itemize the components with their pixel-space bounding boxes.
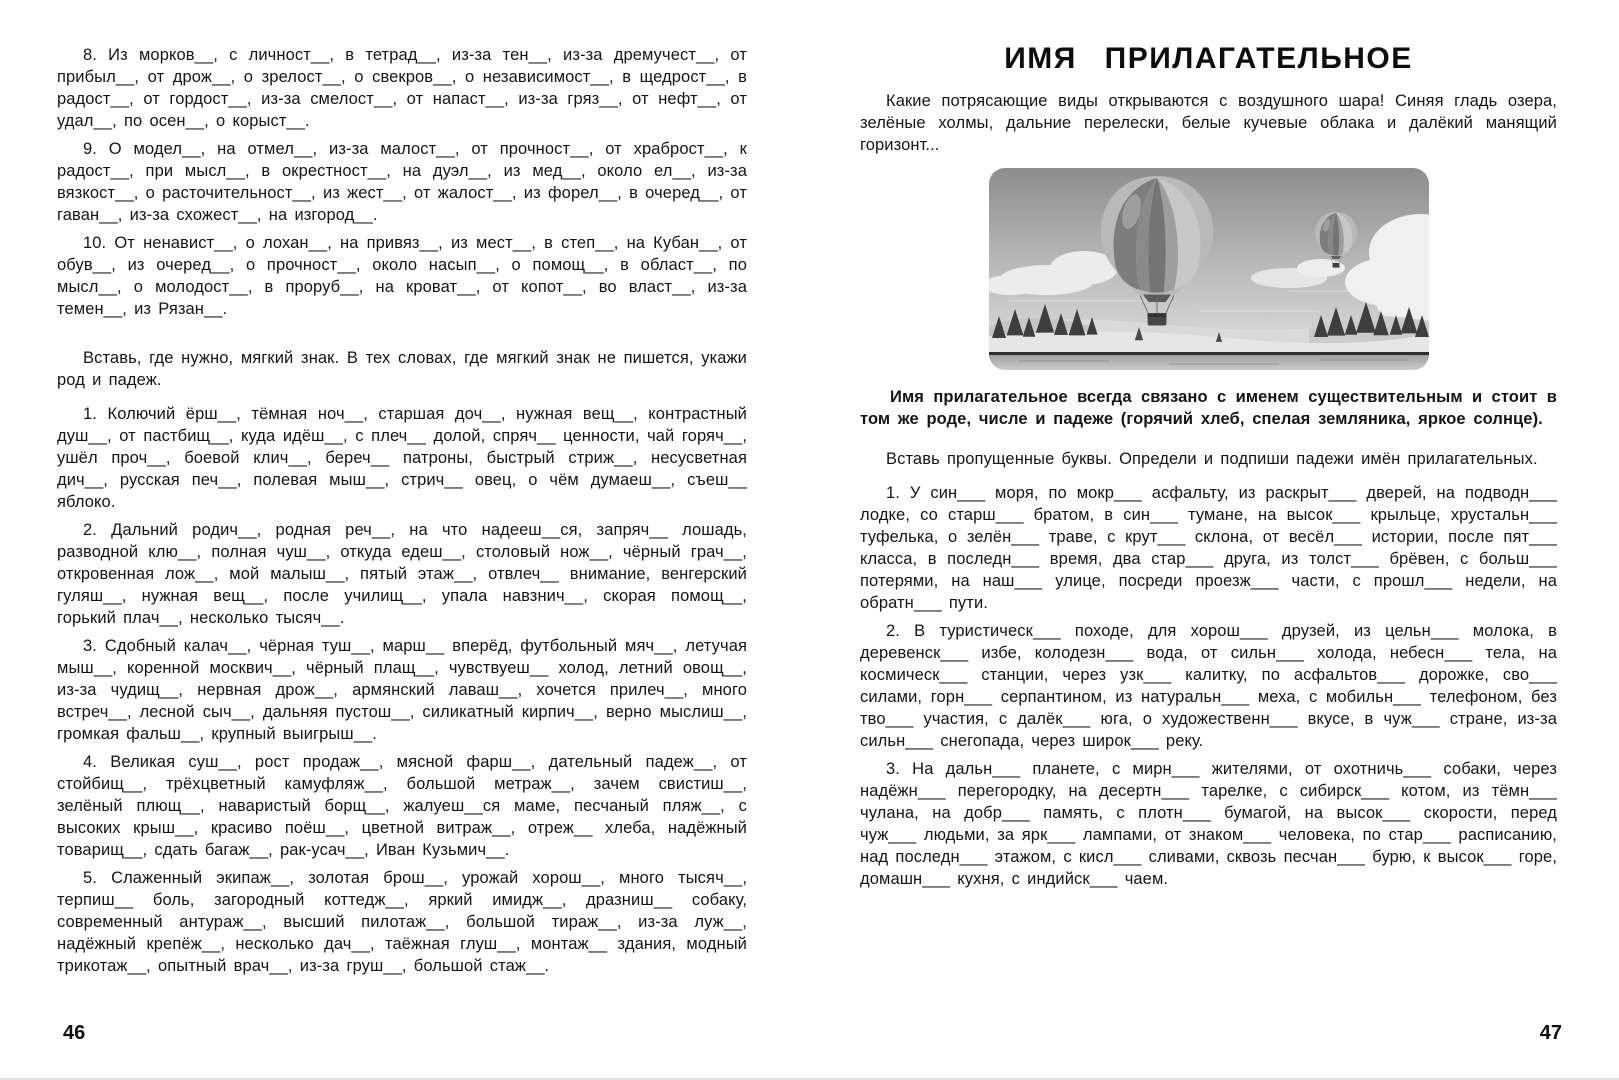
intro-paragraph: Какие потрясающие виды открываются с воздушного шара! Синяя гладь озера, зелёные холмы, дальние перелески, белые кучевые облака и далёкий манящий горизонт... [860, 92, 1557, 154]
page-47-content [860, 40, 1557, 896]
exercise-item-9 [57, 138, 747, 226]
item-text: О модел__, на отмел__, из-за малост__, от прочност__, от храброст__, к радост__, при мысл__, в окрестност__, на дуэл__, из мед__, около ел__, из-за вязкост__, о расточительност__, из жест__, от жалост__, из форел__, в очеред__, от гаван__, из-за схожест__, на изгород__. [57, 140, 747, 224]
balloons-illustration [989, 168, 1429, 370]
item-text: Из морков__, с личност__, в тетрад__, из-за тен__, из-за дремучест__, от прибыл__, от дрож__, о зрелост__, о свекров__, о независимост__, в щедрост__, в радост__, от гордост__, из-за смелост__, от напаст__, из-за гряз__, от нефт__, от удал__, по осен__, о корыст__. [57, 46, 747, 130]
exercise-item-2 [57, 519, 747, 629]
item-text: Великая суш__, рост продаж__, мясной фарш__, дательный падеж__, от стойбищ__, трёхцветный камуфляж__, большой метраж__, зачем свистиш__, зелёный плющ__, наваристый борщ__, жалуеш__ся маме, песчаный пляж__, с высоких крыш__, красиво поёш__, цветной витраж__, отреж__ хлеба, надёжный товарищ__, сдать багаж__, рак-усач__, Иван Кузьмич__. [57, 753, 747, 859]
item-number: 9. [83, 140, 97, 158]
exercise-item-3 [57, 635, 747, 745]
exercise-item-3 [860, 758, 1557, 890]
page-number-right: 47 [1539, 1022, 1562, 1044]
rule-text: Имя прилагательное всегда связано с именем существительным и стоит в том же роде, числе и падеже (горячий хлеб, спелая земляника, яркое солнце). [860, 388, 1557, 428]
item-number: 10. [83, 234, 107, 252]
item-number: 2. [886, 622, 900, 640]
item-number: 1. [886, 484, 900, 502]
item-text: Слаженный экипаж__, золотая брош__, урожай хорош__, много тысяч__, терпиш__ боль, загородный коттедж__, яркий имидж__, дразниш__ собаку, современный антураж__, высший пилотаж__, большой тираж__, из-за луж__, надёжный крепёж__, несколько дач__, таёжная глуш__, монтаж__ здания, модный трикотаж__, опытный врач__, из-за груш__, большой стаж__. [57, 869, 748, 975]
item-number: 5. [83, 869, 97, 887]
exercise-item-2 [860, 620, 1557, 752]
exercise-item-4 [57, 751, 747, 861]
lake-water [989, 352, 1429, 370]
item-number: 1. [83, 405, 97, 423]
exercise-item-1 [860, 482, 1557, 614]
page-number-left: 46 [63, 1022, 86, 1044]
item-number: 4. [83, 753, 97, 771]
item-text: Дальний родич__, родная реч__, на что надееш__ся, запряч__ лошадь, разводной клю__, полная чуш__, откуда едеш__, столовый нож__, чёрный грач__, откровенная лож__, мой малыш__, пятый этаж__, отвлеч__ внимание, венгерский гуляш__, нужная вещ__, после училищ__, упала навзнич__, скорая помощ__, горький плач__, несколько тысяч__. [57, 521, 747, 627]
item-text: От ненавист__, о лохан__, на привяз__, из мест__, в степ__, на Кубан__, от обув__, из очеред__, о прочност__, около насып__, о помощ__, в област__, по мысл__, о молодост__, в проруб__, на кроват__, от копот__, во власт__, из-за темен__, из Рязан__. [57, 234, 748, 318]
exercise-item-10 [57, 232, 747, 320]
balloons-illustration-svg [989, 168, 1429, 370]
item-text: Колючий ёрш__, тёмная ноч__, старшая доч__, нужная вещ__, контрастный душ__, от пастбищ__, куда идёш__, с плеч__ долой, спряч__ ценности, чай горяч__, ушёл проч__, боевой клич__, береч__ патроны, быстрый стриж__, несусветная дич__, русская печ__, полевая мыш__, стрич__ овец, о чём думаеш__, съеш__ яблоко. [57, 405, 747, 511]
page-46-content [57, 44, 747, 983]
page-title: ИМЯ ПРИЛАГАТЕЛЬНОЕ [1004, 42, 1413, 75]
item-text: На дальн___ планете, с мирн___ жителями, от охотничь___ собаки, через надёжн___ перегородку, на десертн___ тарелке, с сибирск___ котом, из тёмн___ чулана, на добр___ память, с плотн___ бумагой, на высок___ скорости, перед чуж___ людьми, за ярк___ лампами, от знаком___ человека, по стар___ расписанию, над последн___ этажом, с кисл___ сливами, сквозь песчан___ бурю, к высок___ горе, домашн___ кухня, с индийск___ чаем. [860, 760, 1557, 888]
item-text: У син___ моря, по мокр___ асфальту, из раскрыт___ дверей, на подводн___ лодке, со старш___ братом, в син___ тумане, на высок___ крыльце, хрустальн___ туфелька, о зелён___ траве, с крут___ склона, от весёл___ истории, после пят___ класса, в последн___ время, два стар___ друга, из толст___ брёвен, с больш___ потерями, на наш___ улице, посреди проезж___ части, с прошл___ недели, на обратн___ пути. [860, 484, 1557, 612]
item-number: 2. [83, 521, 97, 539]
task-instruction-soft-sign: Вставь, где нужно, мягкий знак. В тех словах, где мягкий знак не пишется, укажи род и падеж. [57, 349, 747, 389]
page-47 [810, 0, 1619, 1080]
item-number: 8. [83, 46, 97, 64]
item-number: 3. [886, 760, 900, 778]
exercise-item-8 [57, 44, 747, 132]
exercise-item-5 [57, 867, 747, 977]
task-instruction-adjectives: Вставь пропущенные буквы. Определи и подпиши падежи имён прилагательных. [886, 450, 1538, 468]
item-text: Сдобный калач__, чёрная туш__, марш__ вперёд, футбольный мяч__, летучая мыш__, коренной москвич__, чёрный плащ__, чувствуеш__ холод, летний овощ__, из-за чудищ__, нервная дрож__, армянский лаваш__, хочется прилеч__, много встреч__, лесной сыч__, дальняя пустош__, силикатный кирпич__, верно мыслиш__, громкая фальш__, крупный выигрыш__. [57, 637, 748, 743]
item-text: В туристическ___ походе, для хорош___ друзей, из цельн___ молока, в деревенск___ избе, колодезн___ вода, от сильн___ холода, небесн___ тела, на космическ___ станции, через узк___ калитку, по асфальтов___ дорожке, сво___ силами, горн___ серпантином, из натуральн___ меха, с мобильн___ телефоном, без тво___ участия, с далёк___ юга, о художественн___ вкусе, в чуж___ стране, из-за сильн___ снегопада, через широк___ реку. [860, 622, 1557, 750]
exercise-item-1 [57, 403, 747, 513]
item-number: 3. [83, 637, 97, 655]
